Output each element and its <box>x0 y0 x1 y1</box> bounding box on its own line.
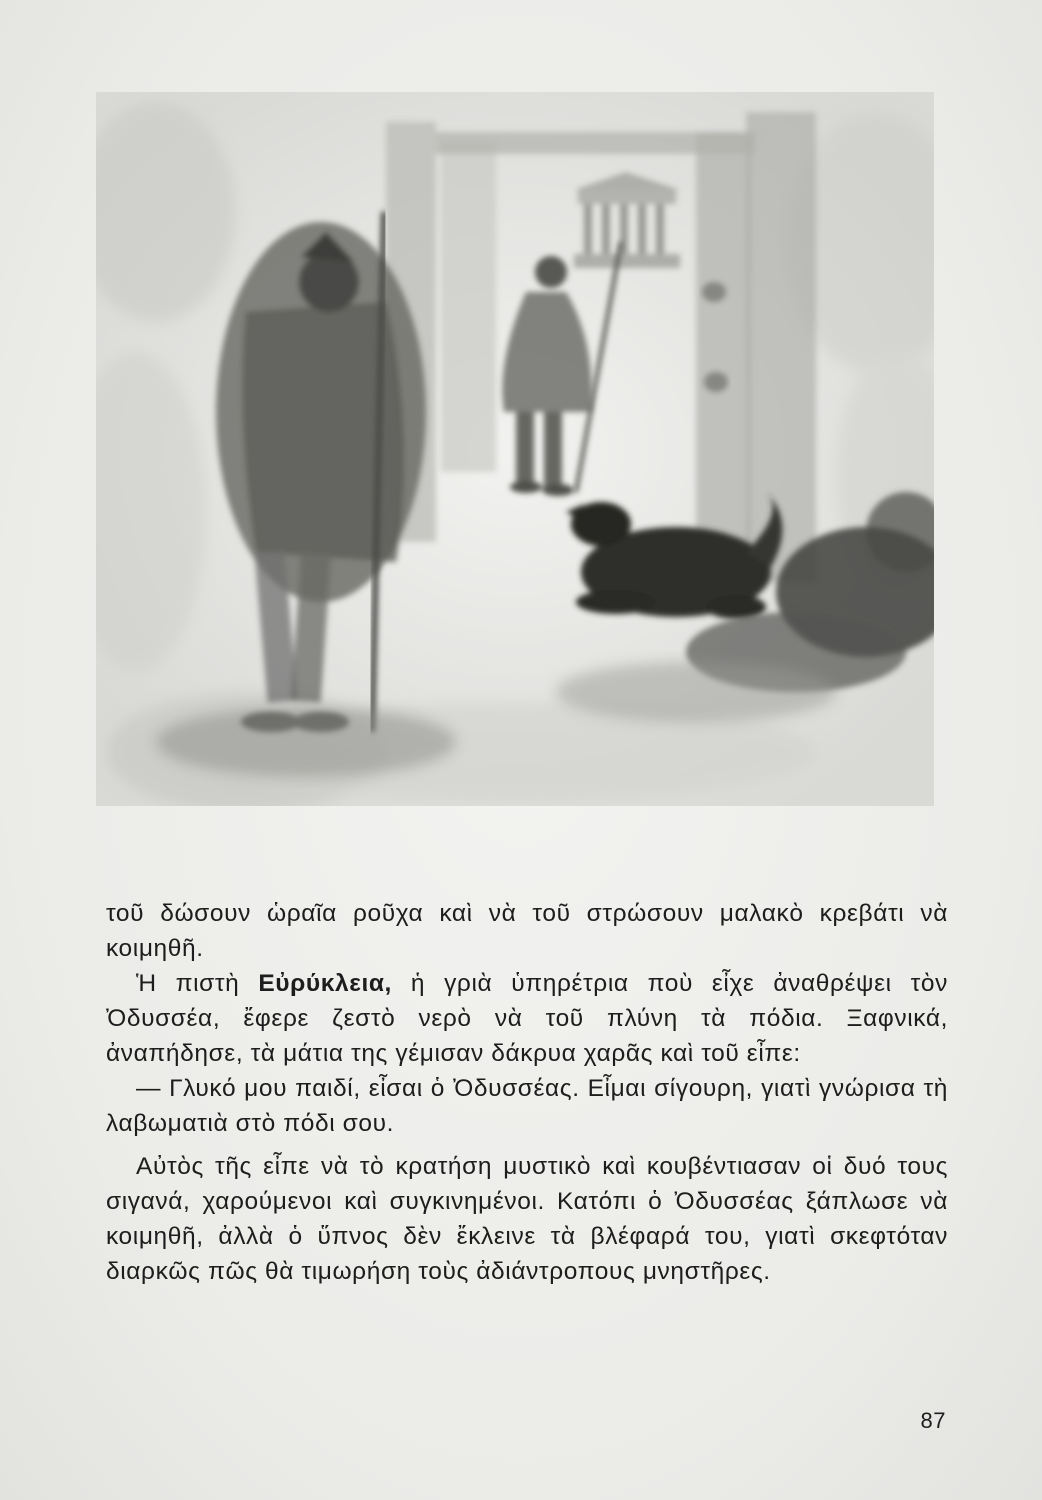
paragraph-closing <box>106 1149 948 1289</box>
paragraph-1-text: τοῦ δώσουν ὡραῖα ροῦχα καὶ νὰ τοῦ στρώσουν μαλακὸ κρεβάτι νὰ κοιμηθῆ. <box>106 900 948 962</box>
paragraph-continuation <box>106 896 948 966</box>
paragraph-3-text: — Γλυκό μου παιδί, εἶσαι ὁ Ὀδυσσέας. Εἶμαι σίγουρη, γιατὶ γνώρισα τὴ λαβωματιὰ στὸ πόδι σου. <box>106 1075 948 1137</box>
illustration-odysseus-and-argos <box>96 92 934 806</box>
paragraph-2-post: ἡ γριὰ ὑπηρέτρια ποὺ εἶχε ἀναθρέψει τὸν Ὀδυσσέα, ἔφερε ζεστὸ νερὸ νὰ τοῦ πλύνη τὰ πόδια. Ξαφνικά, ἀναπήδησε, τὰ μάτια της γέμισαν δάκρυα χαρᾶς καὶ τοῦ εἶπε: <box>106 970 948 1067</box>
paragraph-dialogue <box>106 1071 948 1141</box>
page-number: 87 <box>920 1408 946 1433</box>
eurykleia-name: Εὐρύκλεια, <box>258 970 392 997</box>
body-text <box>106 896 948 1289</box>
paragraph-2-pre: Ἡ πιστὴ <box>136 970 259 997</box>
illustration-drawing <box>96 92 934 806</box>
paragraph-4-text: Αὐτὸς τῆς εἶπε νὰ τὸ κρατήση μυστικὸ καὶ κουβέντιασαν οἱ δυό τους σιγανά, χαρούμενοι καὶ συγκινημένοι. Κατόπι ὁ Ὀδυσσέας ξάπλωσε νὰ κοιμηθῆ, ἀλλὰ ὁ ὕπνος δὲν ἔκλεινε τὰ βλέφαρά του, γιατὶ σκεφτόταν διαρκῶς πῶς θὰ τιμωρήση τοὺς ἀδιάντροπους μνηστῆρες. <box>106 1153 948 1285</box>
paragraph-eurykleia <box>106 966 948 1071</box>
